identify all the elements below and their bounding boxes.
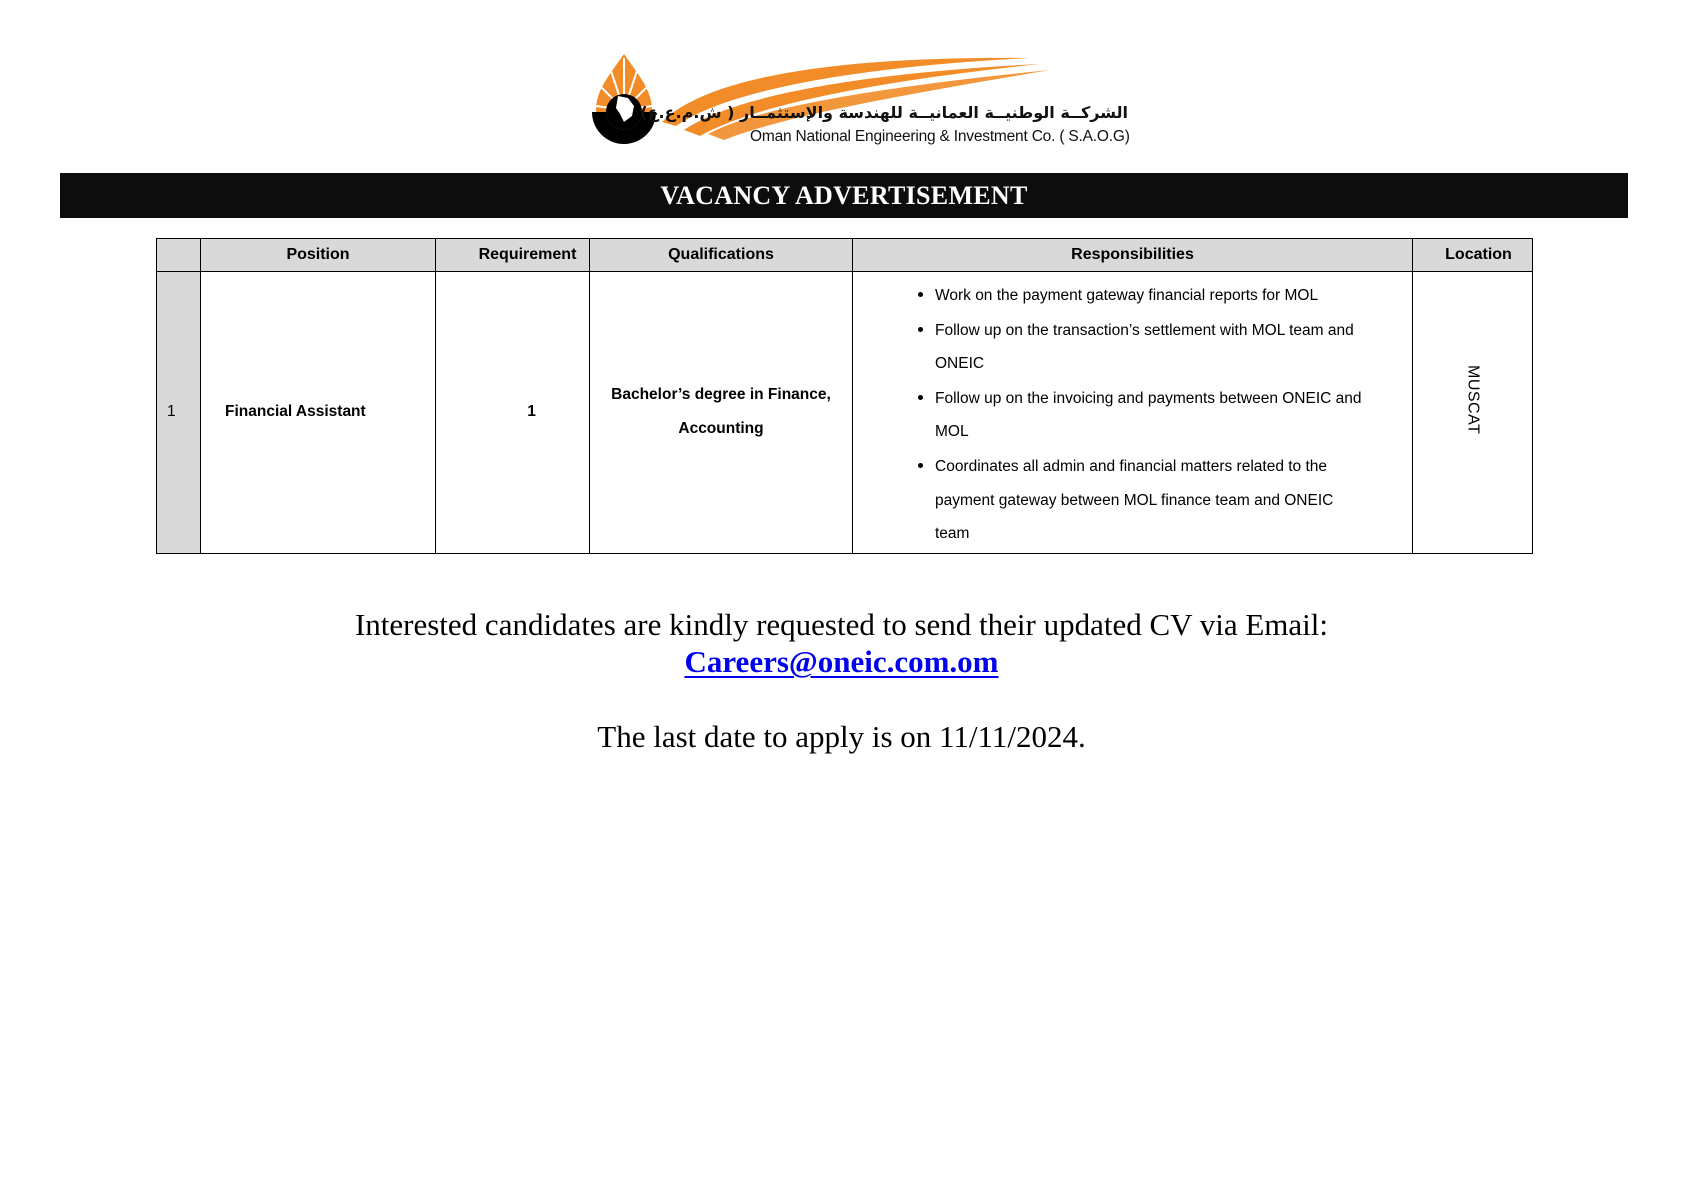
title-bar bbox=[60, 173, 1628, 218]
qualifications-cell: Bachelor’s degree in Finance, Accounting bbox=[590, 272, 853, 554]
page-title: VACANCY ADVERTISEMENT bbox=[660, 180, 1028, 210]
deadline-text: The last date to apply is on 11/11/2024. bbox=[597, 719, 1086, 754]
column-header-location: Location bbox=[1413, 239, 1533, 272]
column-header-requirement: Requirement bbox=[436, 239, 590, 272]
position-cell: Financial Assistant bbox=[201, 272, 436, 554]
requirement-cell: 1 bbox=[436, 272, 590, 554]
vacancy-table bbox=[156, 238, 1533, 554]
apply-instructions: Interested candidates are kindly requested to send their updated CV via Email: bbox=[354, 607, 1329, 642]
responsibilities-list bbox=[853, 272, 1412, 553]
list-item: • Work on the payment gateway financial reports for MOL bbox=[935, 278, 1372, 313]
location-cell bbox=[1413, 272, 1533, 554]
location-text: MUSCAT bbox=[1464, 365, 1482, 435]
responsibilities-cell bbox=[853, 272, 1413, 554]
company-name-english: Oman National Engineering & Investment Co. ( S.A.O.G) bbox=[750, 128, 1130, 145]
table-header-row bbox=[157, 239, 1533, 272]
column-header-num bbox=[157, 239, 201, 272]
column-header-position: Position bbox=[201, 239, 436, 272]
column-header-responsibilities: Responsibilities bbox=[853, 239, 1413, 272]
row-number: 1 bbox=[157, 272, 201, 554]
company-logo bbox=[590, 52, 1150, 156]
company-name-arabic: الشركــة الوطنيــة العمانيــة للهندسة والإستثمــار ( ش.م.ع.ع) bbox=[640, 103, 1128, 122]
table-row bbox=[157, 272, 1533, 554]
column-header-qualifications: Qualifications bbox=[590, 239, 853, 272]
list-item: • Follow up on the transaction’s settlement with MOL team and ONEIC bbox=[935, 313, 1372, 381]
email-line bbox=[0, 643, 1683, 681]
list-item: • Follow up on the invoicing and payments between ONEIC and MOL bbox=[935, 381, 1372, 449]
list-item: • Coordinates all admin and financial matters related to the payment gateway between MOL finance team and ONEIC team bbox=[935, 449, 1372, 551]
email-link[interactable]: Careers@oneic.com.om bbox=[684, 644, 999, 679]
